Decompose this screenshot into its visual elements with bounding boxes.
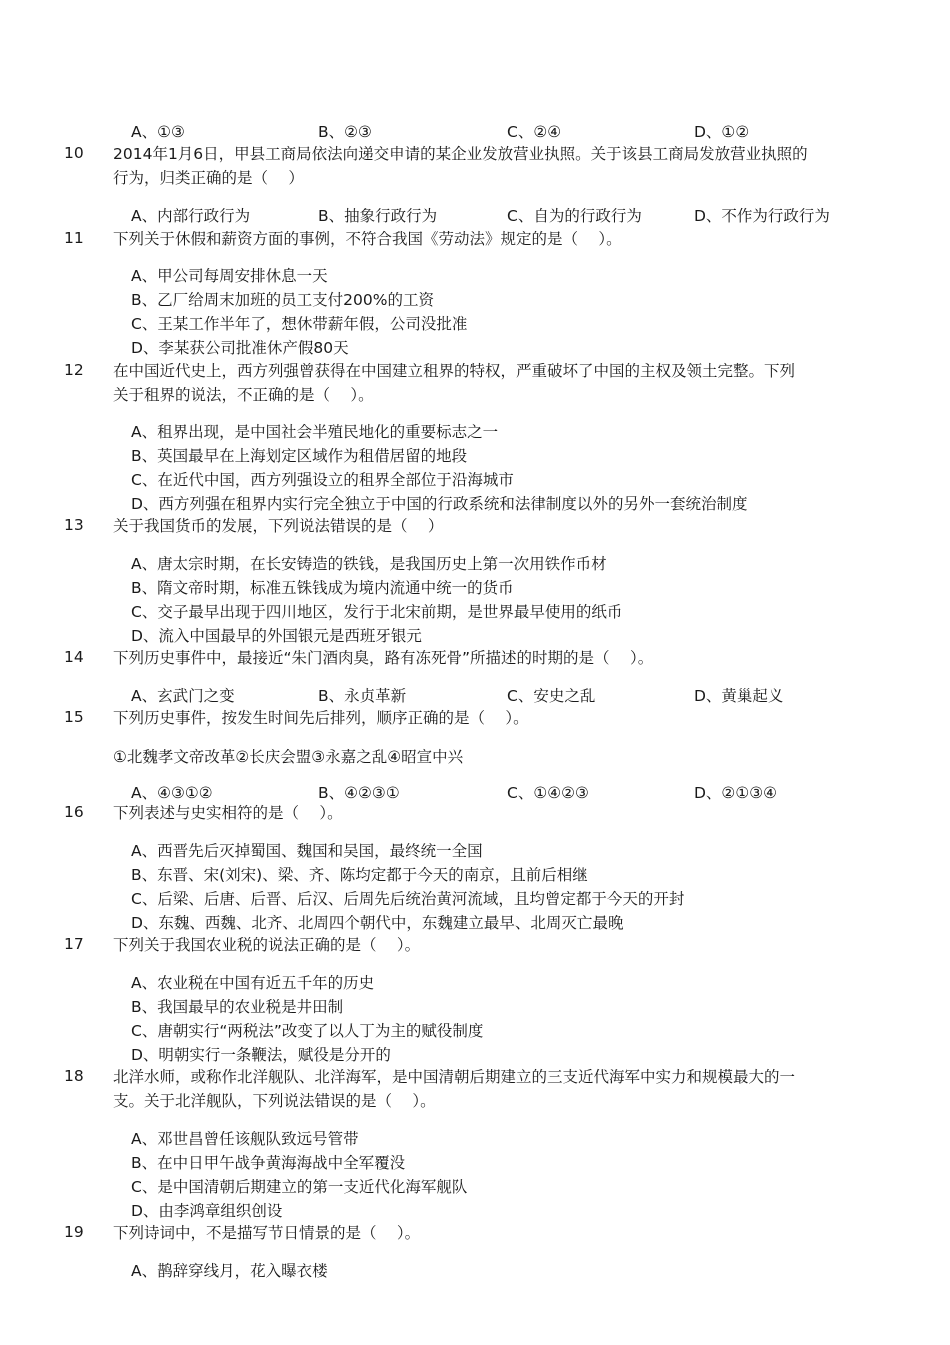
option-a: A、农业税在中国有近五千年的历史 [131, 974, 375, 992]
question-number: 15 [64, 708, 84, 726]
question-number: 18 [64, 1067, 84, 1085]
option-d: D、黄巢起义 [694, 687, 784, 705]
option-b: B、我国最早的农业税是井田制 [131, 998, 344, 1016]
option-a: A、玄武门之变 [131, 687, 235, 705]
question-stem [113, 359, 865, 407]
option-a: A、租界出现，是中国社会半殖民地化的重要标志之一 [131, 423, 499, 441]
option-c: C、唐朝实行“两税法”改变了以人丁为主的赋役制度 [131, 1022, 484, 1040]
question-number: 10 [64, 144, 84, 162]
question-stem: 下列历史事件，按发生时间先后排列，顺序正确的是（ ）。 [113, 709, 529, 727]
question-stem: 下列历史事件中，最接近“朱门酒肉臭，路有冻死骨”所描述的时期的是（ ）。 [113, 649, 654, 667]
stem-line: 2014年1月6日，甲县工商局依法向递交申请的某企业发放营业执照。关于该县工商局发放营业执照的 [113, 145, 808, 163]
question-stem: 下列表述与史实相符的是（ ）。 [113, 804, 343, 822]
option-a: A、西晋先后灭掉蜀国、魏国和吴国，最终统一全国 [131, 842, 483, 860]
question-stem [113, 142, 865, 190]
question-stem: 关于我国货币的发展，下列说法错误的是（ ） [113, 517, 444, 535]
option-a: A、鹊辞穿线月，花入曝衣楼 [131, 1262, 328, 1280]
option-b: B、抽象行政行为 [318, 207, 438, 225]
question-stem: 下列关于休假和薪资方面的事例，不符合我国《劳动法》规定的是（ ）。 [113, 230, 622, 248]
question-number: 12 [64, 361, 84, 379]
option-a: A、邓世昌曾任该舰队致远号管带 [131, 1130, 359, 1148]
question-number: 13 [64, 516, 84, 534]
option-d: D、李某获公司批准休产假80天 [131, 339, 349, 357]
event-list: ①北魏孝文帝改革②长庆会盟③永嘉之乱④昭宣中兴 [113, 748, 464, 766]
option-b: B、④②③① [318, 784, 400, 802]
option-a: A、唐太宗时期，在长安铸造的铁钱，是我国历史上第一次用铁作币材 [131, 555, 607, 573]
option-d: D、西方列强在租界内实行完全独立于中国的行政系统和法律制度以外的另外一套统治制度 [131, 495, 748, 513]
option-d: D、①② [694, 123, 750, 141]
option-b: B、②③ [318, 123, 372, 141]
option-c: C、王某工作半年了，想休带薪年假，公司没批准 [131, 315, 468, 333]
question-number: 16 [64, 803, 84, 821]
question-stem: 下列诗词中，不是描写节日情景的是（ ）。 [113, 1224, 421, 1242]
stem-line: 支。关于北洋舰队，下列说法错误的是（ ）。 [113, 1092, 436, 1110]
option-d: D、流入中国最早的外国银元是西班牙银元 [131, 627, 422, 645]
option-b: B、英国最早在上海划定区域作为租借居留的地段 [131, 447, 468, 465]
option-a: A、甲公司每周安排休息一天 [131, 267, 328, 285]
stem-line: 行为，归类正确的是（ ） [113, 169, 304, 187]
option-a: A、内部行政行为 [131, 207, 251, 225]
option-b: B、隋文帝时期，标准五铢钱成为境内流通中统一的货币 [131, 579, 514, 597]
question-number: 14 [64, 648, 84, 666]
question-stem [113, 1065, 865, 1113]
option-a: A、④③①② [131, 784, 213, 802]
option-c: C、安史之乱 [507, 687, 596, 705]
option-d: D、明朝实行一条鞭法，赋役是分开的 [131, 1046, 391, 1064]
stem-line: 在中国近代史上，西方列强曾获得在中国建立租界的特权，严重破坏了中国的主权及领土完整。下列 [113, 362, 796, 380]
option-c: C、自为的行政行为 [507, 207, 642, 225]
option-b: B、东晋、宋(刘宋)、梁、齐、陈均定都于今天的南京，且前后相继 [131, 866, 588, 884]
option-d: D、②①③④ [694, 784, 778, 802]
question-stem: 下列关于我国农业税的说法正确的是（ ）。 [113, 936, 421, 954]
option-a: A、①③ [131, 123, 185, 141]
option-c: C、②④ [507, 123, 562, 141]
option-b: B、在中日甲午战争黄海海战中全军覆没 [131, 1154, 406, 1172]
option-c: C、①④②③ [507, 784, 589, 802]
option-b: B、乙厂给周末加班的员工支付200%的工资 [131, 291, 434, 309]
option-d: D、不作为行政行为 [694, 207, 830, 225]
option-c: C、后梁、后唐、后晋、后汉、后周先后统治黄河流域，且均曾定都于今天的开封 [131, 890, 685, 908]
option-d: D、东魏、西魏、北齐、北周四个朝代中，东魏建立最早、北周灭亡最晚 [131, 914, 624, 932]
stem-line: 关于租界的说法，不正确的是（ ）。 [113, 386, 374, 404]
option-d: D、由李鸿章组织创设 [131, 1202, 283, 1220]
question-number: 11 [64, 229, 84, 247]
option-c: C、在近代中国，西方列强设立的租界全部位于沿海城市 [131, 471, 514, 489]
option-c: C、是中国清朝后期建立的第一支近代化海军舰队 [131, 1178, 468, 1196]
option-c: C、交子最早出现于四川地区，发行于北宋前期，是世界最早使用的纸币 [131, 603, 623, 621]
option-b: B、永贞革新 [318, 687, 407, 705]
question-number: 17 [64, 935, 84, 953]
stem-line: 北洋水师，或称作北洋舰队、北洋海军，是中国清朝后期建立的三支近代海军中实力和规模最大的一 [113, 1068, 796, 1086]
question-number: 19 [64, 1223, 84, 1241]
